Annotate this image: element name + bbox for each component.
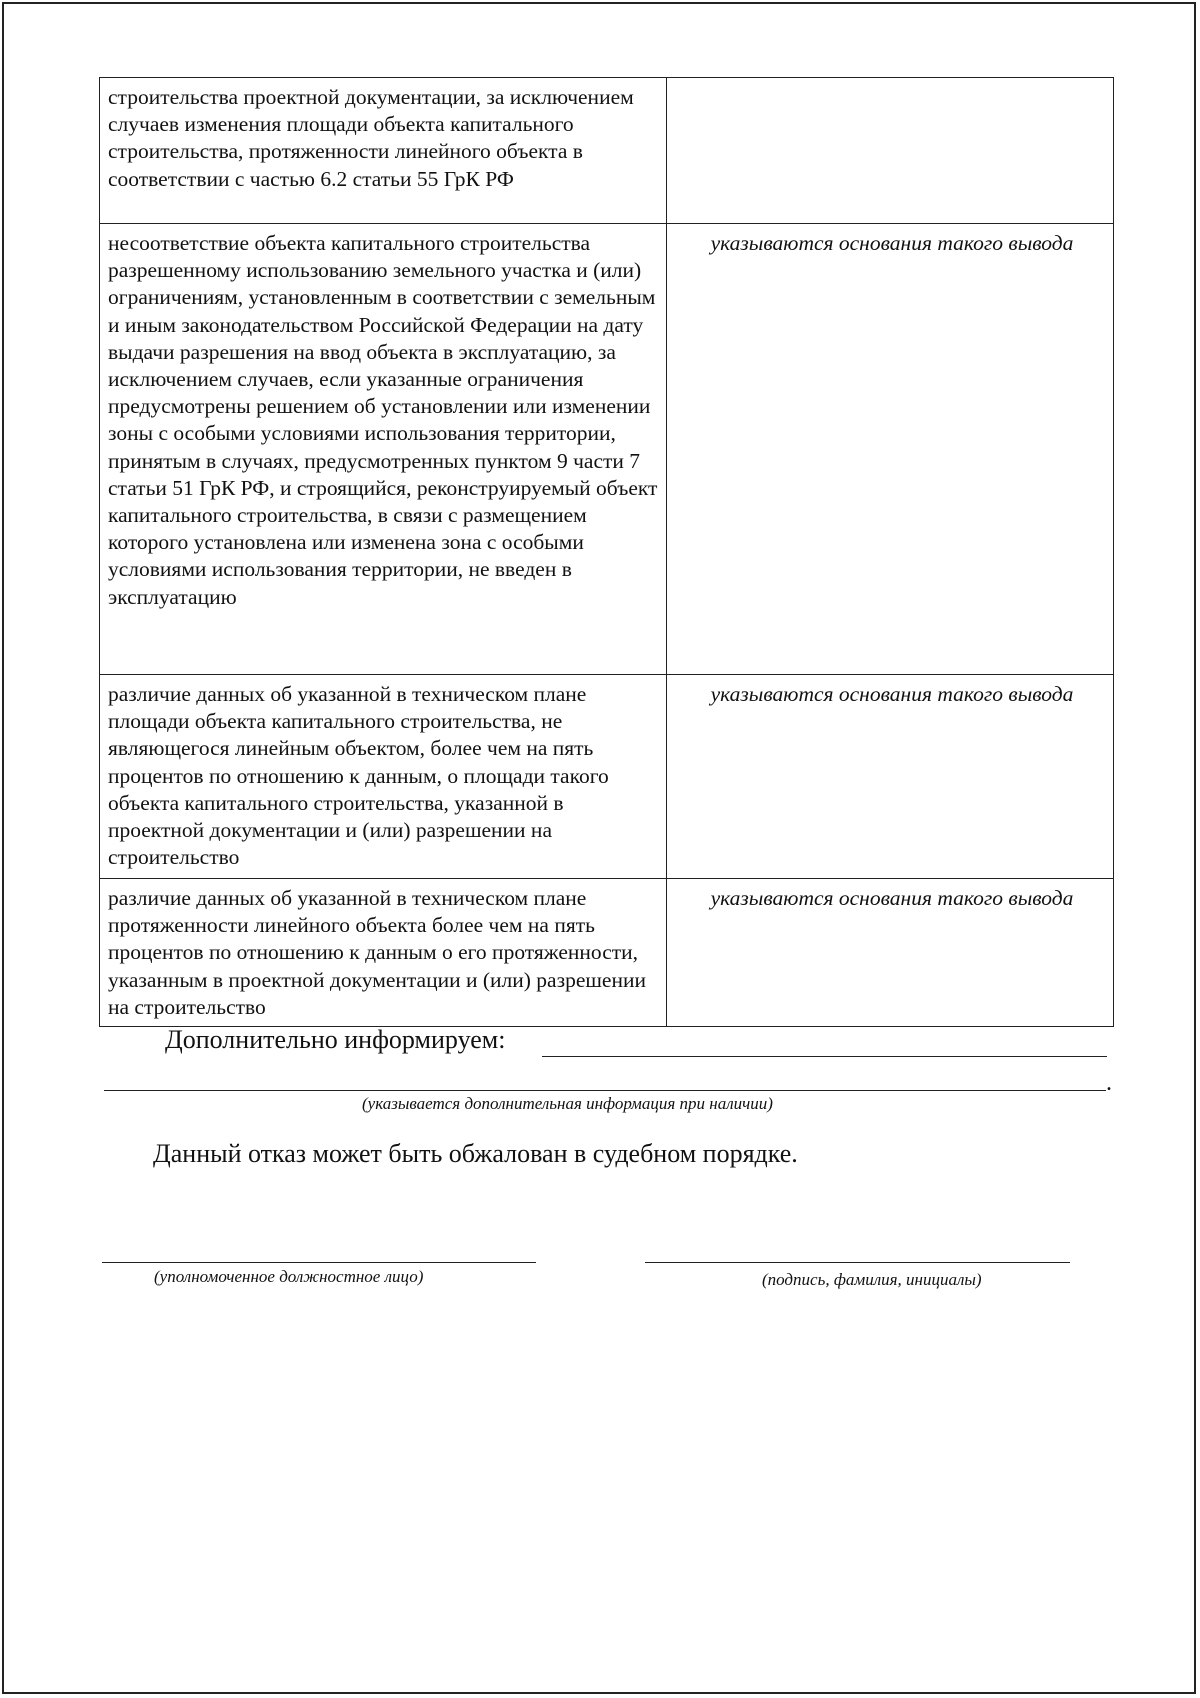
table-cell-reason: различие данных об указанной в техническом плане площади объекта капитального строительства, не являющегося линейным объектом, более чем на пять процентов по отношению к данным, о площади такого объекта капитального строительства, указанной в проектной документации и (или) разрешении на строительство	[100, 675, 667, 879]
table-cell-reason: строительства проектной документации, за исключением случаев изменения площади объекта капитального строительства, протяженности линейного объекта в соответствии с частью 6.2 статьи 55 ГрК РФ	[100, 78, 667, 224]
official-caption: (уполномоченное должностное лицо)	[154, 1267, 424, 1286]
signature-caption: (подпись, фамилия, инициалы)	[762, 1270, 982, 1289]
table-row	[100, 879, 1114, 1027]
table-row	[100, 675, 1114, 879]
table-cell-grounds: указываются основания такого вывода	[667, 224, 1114, 675]
table-cell-reason: несоответствие объекта капитального строительства разрешенному использованию земельного участка и (или) ограничениям, установленным в соответствии с земельным и иным законодательством Российской Федерации на дату выдачи разрешения на ввод объекта в эксплуатацию, за исключением случаев, если указанные ограничения предусмотрены решением об установлении или изменении зоны с особыми условиями использования территории, принятым в случаях, предусмотренных пунктом 9 части 7 статьи 51 ГрК РФ, и строящийся, реконструируемый объект капитального строительства, в связи с размещением которого установлена или изменена зона с особыми условиями использования территории, не введен в эксплуатацию	[100, 224, 667, 675]
table-cell-grounds	[667, 78, 1114, 224]
table-row	[100, 78, 1114, 224]
additional-info-caption: (указывается дополнительная информация при наличии)	[362, 1094, 773, 1113]
table-row	[100, 224, 1114, 675]
additional-info-end-mark: .	[1106, 1070, 1112, 1096]
additional-info-line-2	[104, 1090, 1106, 1091]
table-cell-grounds: указываются основания такого вывода	[667, 675, 1114, 879]
appeal-notice: Данный отказ может быть обжалован в судебном порядке.	[153, 1139, 798, 1168]
official-line	[102, 1262, 536, 1263]
grounds-table	[99, 77, 1114, 1027]
table-cell-reason: различие данных об указанной в техническом плане протяженности линейного объекта более чем на пять процентов по отношению к данным о его протяженности, указанным в проектной документации и (или) разрешении на строительство	[100, 879, 667, 1027]
additional-info-label: Дополнительно информируем:	[165, 1025, 506, 1054]
additional-info-line	[542, 1056, 1107, 1057]
signature-line	[645, 1262, 1070, 1263]
table-cell-grounds: указываются основания такого вывода	[667, 879, 1114, 1027]
